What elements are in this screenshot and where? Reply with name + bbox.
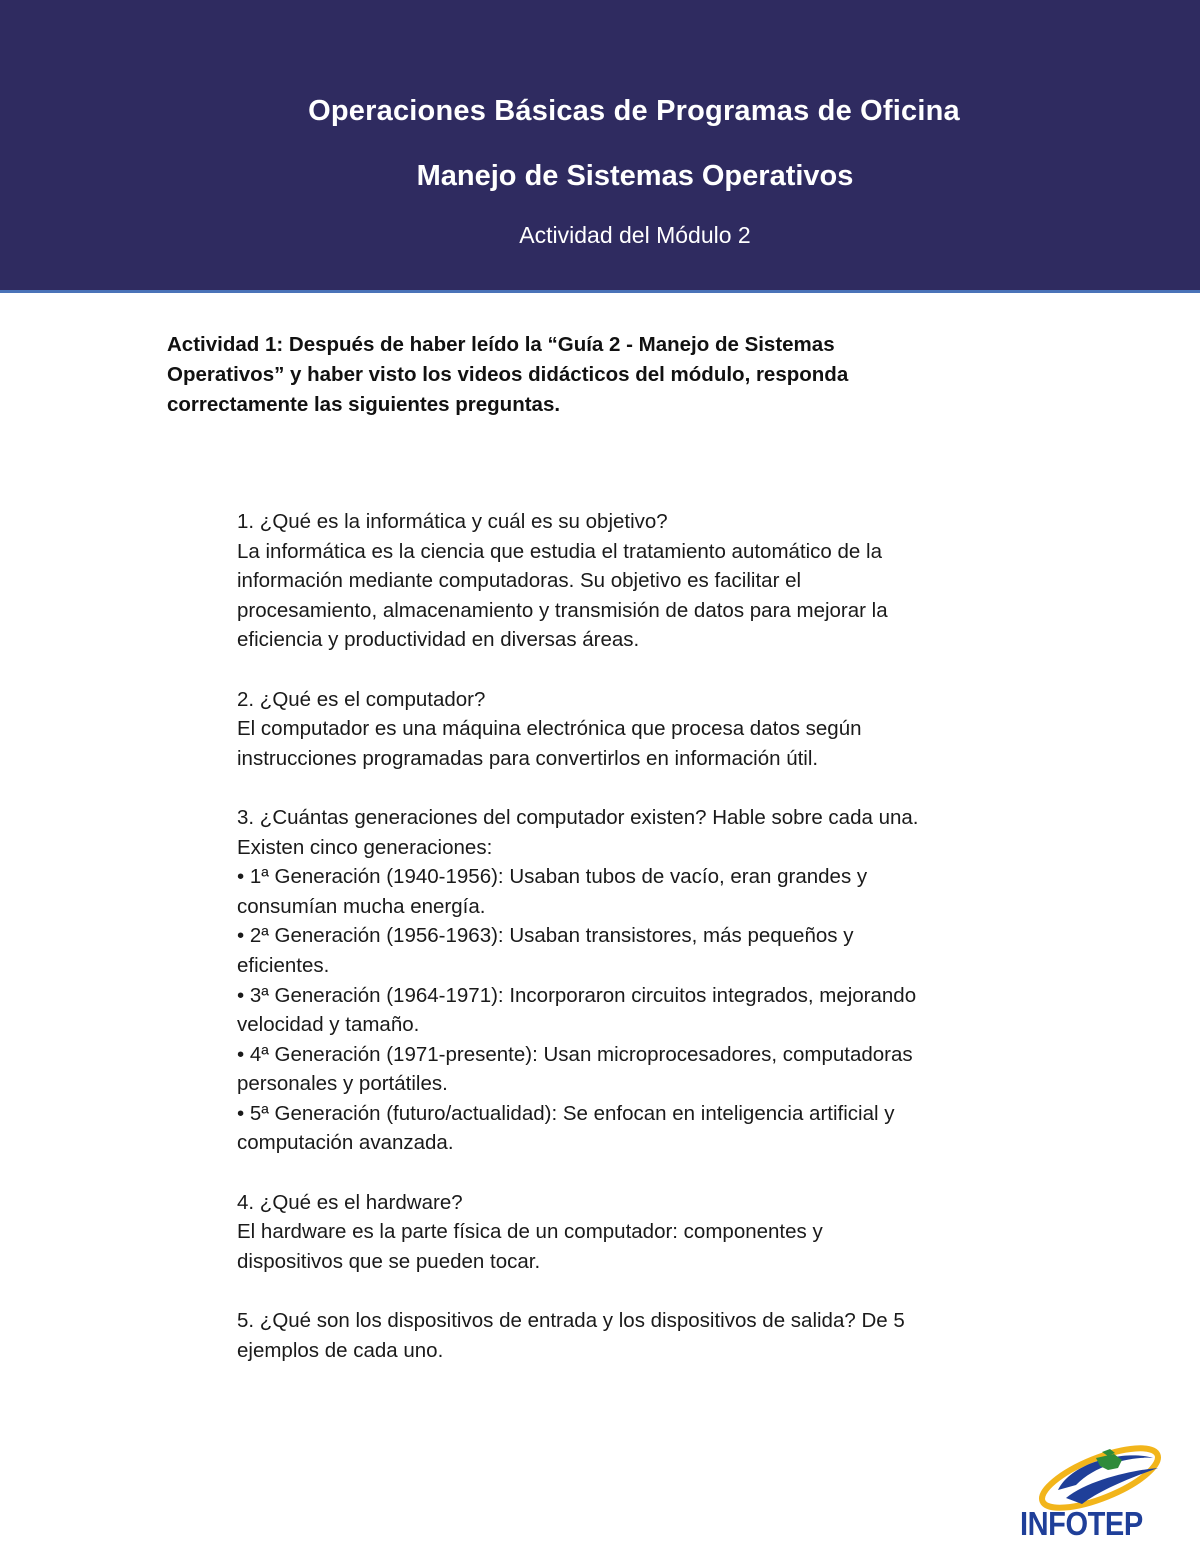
header-banner [0, 0, 1200, 293]
question-text: 1. ¿Qué es la informática y cuál es su objetivo? [237, 510, 668, 533]
answer-line: eficientes. [237, 953, 330, 977]
question-text: 5. ¿Qué son los dispositivos de entrada y los dispositivos de salida? De 5 [237, 1309, 905, 1333]
answer-line: El computador es una máquina electrónica que procesa datos según [237, 717, 862, 741]
answer-line: instrucciones programadas para convertirlos en información útil. [237, 746, 819, 770]
answer-line: información mediante computadoras. Su objetivo es facilitar el [237, 569, 802, 593]
activity-instructions [167, 330, 967, 420]
infotep-logo-text: INFOTEP [1020, 1505, 1143, 1542]
question-text: ejemplos de cada uno. [237, 1338, 444, 1362]
question-2 [237, 685, 1037, 774]
answer-line: Existen cinco generaciones: [237, 835, 493, 859]
instructions-line: Actividad 1: Después de haber leído la “Guía 2 - Manejo de Sistemas [167, 333, 835, 356]
answer-line: La informática es la ciencia que estudia el tratamiento automático de la [237, 539, 882, 563]
question-5 [237, 1306, 1037, 1365]
answer-line: computación avanzada. [237, 1131, 454, 1155]
document-title: Operaciones Básicas de Programas de Oficina [308, 95, 960, 127]
activity-label: Actividad del Módulo 2 [519, 222, 751, 248]
answer-line: procesamiento, almacenamiento y transmisión de datos para mejorar la [237, 598, 888, 622]
answer-line: personales y portátiles. [237, 1072, 448, 1096]
answer-line: eficiencia y productividad en diversas áreas. [237, 628, 640, 652]
question-1 [237, 507, 1037, 655]
question-text: 3. ¿Cuántas generaciones del computador existen? Hable sobre cada una. [237, 805, 919, 829]
question-3 [237, 803, 1037, 1158]
question-4 [237, 1188, 1037, 1277]
answer-line: dispositivos que se pueden tocar. [237, 1249, 541, 1273]
answer-line: • 4ª Generación (1971-presente): Usan microprocesadores, computadoras [237, 1042, 913, 1066]
document-subtitle: Manejo de Sistemas Operativos [416, 160, 854, 192]
answer-line: El hardware es la parte física de un computador: componentes y [237, 1220, 823, 1244]
answer-line: • 2ª Generación (1956-1963): Usaban transistores, más pequeños y [237, 924, 854, 948]
answer-line: consumían mucha energía. [237, 894, 486, 918]
answer-line: • 1ª Generación (1940-1956): Usaban tubos de vacío, eran grandes y [237, 865, 868, 889]
question-answer-list [237, 507, 1037, 1395]
instructions-line: Operativos” y haber visto los videos didácticos del módulo, responda [167, 363, 849, 386]
instructions-line: correctamente las siguientes preguntas. [167, 393, 561, 416]
question-text: 4. ¿Qué es el hardware? [237, 1190, 463, 1214]
answer-line: • 3ª Generación (1964-1971): Incorporaron circuitos integrados, mejorando [237, 983, 917, 1007]
answer-line: • 5ª Generación (futuro/actualidad): Se enfocan en inteligencia artificial y [237, 1101, 895, 1125]
question-text: 2. ¿Qué es el computador? [237, 687, 486, 711]
answer-line: velocidad y tamaño. [237, 1013, 420, 1037]
